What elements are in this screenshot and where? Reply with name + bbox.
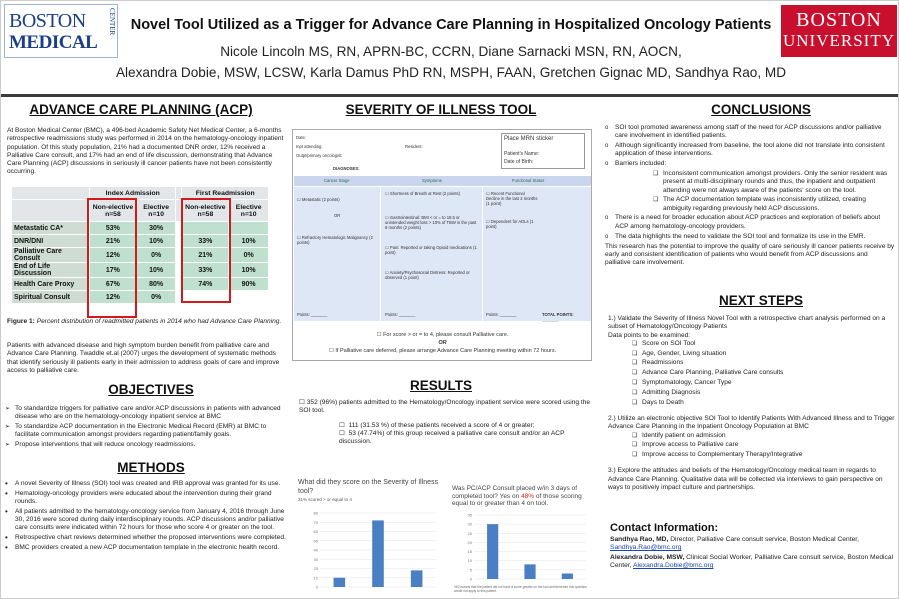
- table-cell: 67%: [90, 278, 137, 291]
- list-item: • Retrospective chart reviews determined whether the proposed interventions were completed.: [5, 534, 295, 542]
- table-cell: 21%: [182, 248, 229, 263]
- next-step: 1.) Validate the Severity of Illness Novel Tool with a retrospective chart analysis performed on a subset of Hematology/Oncology Patients: [608, 315, 886, 331]
- soi-table-header: [294, 176, 591, 186]
- table-cell: 12%: [90, 291, 137, 304]
- points-label: Points: _______: [297, 312, 328, 317]
- list-item: ➢ To standardize triggers for palliative care and/or ACP discussions in patients with advanced disease who are on the hematology-oncology inpatient service at BMC: [5, 405, 287, 422]
- mrn-label: Place MRN sticker: [504, 136, 554, 142]
- chart1-svg: [298, 507, 446, 595]
- logo-text: BOSTON: [796, 9, 882, 31]
- methods-heading: METHODS: [117, 460, 185, 475]
- col-header: Non-elective n=58: [182, 200, 229, 222]
- highlight-box: [87, 198, 137, 318]
- list-item: • BMC providers created a new ACP documentation template in the electronic health record.: [5, 544, 295, 552]
- y-tick-label: 35: [467, 512, 472, 518]
- conclusions-list: [605, 214, 895, 240]
- table-cell: 21%: [90, 235, 137, 248]
- row-label: Palliative Care Consult: [12, 248, 90, 263]
- soi-form: [292, 129, 592, 361]
- y-tick-label: 10: [467, 558, 472, 564]
- logo-text: MEDICAL: [9, 32, 98, 53]
- figure-caption-text: Percent distribution of readmitted patients in 2014 who had Advance Care Planning.: [36, 318, 282, 325]
- bar: [411, 570, 423, 587]
- cancer-item[interactable]: ☐ Refractory Hematologic Malignancy (2 points): [297, 235, 373, 245]
- table-group-header: Index Admission: [90, 187, 176, 200]
- table-cell: 53%: [90, 222, 137, 235]
- next-step-sub: Data points to be examined:: [608, 331, 691, 339]
- next-step: 3.) Explore the attitudes and beliefs of the Hematology/Oncology medical team in regards to Advance Care Planning. Qualitative data will be collected via interviews to gain perspective on ways to positively impact culture and partnerships.: [608, 467, 883, 492]
- attending-label: Inpt attending:: [296, 144, 323, 149]
- list-item: ❑ Age, Gender, Living situation: [632, 350, 896, 358]
- symptom-item[interactable]: ☐ Shortness of Breath at Rest (2 points): [385, 191, 460, 196]
- list-item: ❑ Admitting Diagnosis: [632, 389, 896, 397]
- objectives-heading: OBJECTIVES: [108, 382, 194, 397]
- col-header: Elective n=10: [136, 200, 176, 222]
- acp-intro: At Boston Medical Center (BMC), a 496-bed Academic Safety Net Medical Center, a 6-months retrospective readmissions study was performed in 2014 on the hematology-oncology inpatient population. Of this study population, 21% had a documented DNR order, 12% received a Palliative Care consult, and 17% had an end of life discussion, demonstrating that Advance Care Planning (ACP) discussions in seriously ill cancer patients have not been consistently occurring.: [7, 127, 284, 176]
- list-item: ❑ Improve access to Complementary Therapy/Integrative: [632, 451, 896, 459]
- y-tick-label: 0: [469, 576, 472, 582]
- diagnoses-label: DIAGNOSES:: [333, 166, 360, 171]
- cancer-item[interactable]: ☐ Metastatic (2 points): [297, 197, 340, 202]
- table-cell: 10%: [136, 235, 176, 248]
- results-heading: RESULTS: [409, 378, 472, 393]
- row-label: Health Care Proxy: [12, 278, 90, 291]
- acp-para2: Patients with advanced disease and high symptom burden benefit from palliative care and Advance Care Planning. Twaddle et.al (2007) urges the development of systematic methods that identify seriously ill patients early in their admission to address goals of care and improve access to palliative care.: [7, 342, 280, 374]
- y-tick-label: 10: [313, 575, 318, 581]
- table-cell: 0%: [229, 248, 269, 263]
- y-tick-label: 50: [313, 538, 318, 544]
- instruction-or: OR: [438, 340, 447, 346]
- soi-table-body: [294, 187, 591, 321]
- table-cell: 33%: [182, 235, 229, 248]
- list-item: o Barriers included:: [605, 160, 895, 168]
- next-step-list: [608, 432, 896, 460]
- y-tick-label: 15: [467, 549, 472, 555]
- authors-line: Nicole Lincoln MS, RN, APRN-BC, CCRN, Diane Sarnacki MSN, RN, AOCN,: [220, 44, 682, 59]
- bar: [334, 578, 346, 587]
- bar: [524, 564, 535, 579]
- table-cell: 10%: [136, 263, 176, 278]
- highlight-box: [181, 198, 231, 303]
- y-tick-label: 30: [467, 521, 472, 527]
- soi-instructions: [294, 322, 591, 360]
- y-tick-label: 25: [467, 530, 472, 536]
- email-link[interactable]: Alexandra.Dobie@bmc.org: [633, 562, 714, 570]
- conclusions-closing: This research has the potential to improve the quality of care seriously ill cancer patients receive by early and consistent identification of patients who would benefit from ACP discussions and palliative care involvement.: [605, 242, 895, 267]
- chart-soi-scores: [298, 479, 446, 597]
- boston-medical-center-logo: [4, 4, 118, 58]
- row-label: DNR/DNI: [12, 235, 90, 248]
- y-tick-label: 70: [313, 519, 318, 525]
- list-item: o The data highlights the need to validate the SOI tool and formalize its use in the EMR.: [605, 233, 895, 241]
- list-item: • Hematology-oncology providers were educated about the intervention during their grand rounds.: [5, 490, 295, 507]
- table-cell: 10%: [229, 235, 269, 248]
- col-header: Elective n=10: [229, 200, 269, 222]
- list-item: ❑ Symptomatology, Cancer Type: [632, 379, 896, 387]
- results-sub: ☐ 111 (31.53 %) of these patients received a score of 4 or greater;: [339, 421, 535, 429]
- figure-caption: [7, 318, 283, 326]
- chart1-title: What did they score on the Severity of Illness tool?: [298, 479, 439, 495]
- next-steps-heading: NEXT STEPS: [718, 293, 804, 308]
- list-item: ❑ The ACP documentation template was inconsistently utilized, creating ambiguity regarding previously held ACP discussions.: [653, 196, 895, 213]
- resident-label: Resident:: [405, 144, 423, 149]
- methods-list: [5, 480, 295, 554]
- list-item: ❑ Identify patient on admission: [632, 432, 896, 440]
- list-item: o There is a need for broader education about ACP practices and exploration of beliefs about ACP among hematology-oncology providers.: [605, 214, 895, 231]
- results-text: [299, 399, 595, 446]
- list-item: ❑ Improve access to Palliative care: [632, 441, 896, 449]
- table-cell: 10%: [229, 263, 269, 278]
- list-item: ❑ Inconsistent communication amongst providers. Only the senior resident was present at multi-disciplinary rounds and thus, the inpatient and outpatient attending were not always aware of the patients' score on the tool.: [653, 170, 895, 195]
- table-cell: 30%: [136, 222, 176, 235]
- figure-label: Figure 1:: [7, 318, 35, 325]
- y-tick-label: 60: [313, 529, 318, 534]
- dob-label: Date of Birth:: [504, 159, 534, 165]
- instruction-line: ☐ If Palliative care deferred, please arrange Advance Care Planning meeting within 72 hours.: [328, 348, 557, 354]
- list-item: ❑ Score on SOI Tool: [632, 340, 896, 348]
- objectives-list: [5, 405, 287, 451]
- logo-text: CENTER: [108, 8, 116, 36]
- authors: [111, 41, 791, 83]
- table-cell: 0%: [136, 248, 176, 263]
- table-cell: [229, 291, 269, 304]
- next-steps-body: [608, 315, 896, 492]
- email-link[interactable]: Sandhya.Rao@bmc.org: [610, 544, 682, 552]
- chart2-title: Was PC/ACP Consult placed w/in 3 days of completed tool? Yes on 48% of those scoring equal to or greater than 4 on tool.: [452, 485, 582, 508]
- bar: [562, 574, 573, 579]
- list-item: o SOI tool promoted awareness among staff of the need for ACP discussions and/or palliative care involvement in identified patients.: [605, 124, 895, 141]
- chart-consult-placed: [452, 485, 597, 597]
- chart1-subtitle: 31% scored > or equal to 4: [298, 497, 352, 502]
- header-divider: [1, 94, 899, 97]
- table-cell: 33%: [182, 263, 229, 278]
- contact-heading: Contact Information:: [610, 522, 719, 534]
- y-tick-label: 20: [313, 566, 318, 571]
- patient-name-label: Patient's Name:: [504, 151, 540, 157]
- list-item: ➢ To standardize ACP documentation in the Electronic Medical Record (EMR) at BMC to facilitate communication amongst providers regarding patient/family goals.: [5, 423, 287, 440]
- table-cell: 17%: [90, 263, 137, 278]
- table-cell: 90%: [229, 278, 269, 291]
- row-label: End of Life Discussion: [12, 263, 90, 278]
- poster-title: Novel Tool Utilized as a Trigger for Advance Care Planning in Hospitalized Oncology Patients: [130, 17, 772, 33]
- acp-heading: ADVANCE CARE PLANNING (ACP): [29, 102, 253, 117]
- conclusions-list: [605, 124, 895, 168]
- symptom-item[interactable]: ☐ Pain: Reported or taking Opioid medications (1 point): [385, 245, 477, 255]
- results-item: ☐ 352 (96%) patients admitted to the Hematology/Oncology inpatient service were scored using the SOI tool.: [299, 399, 591, 415]
- table-group-header: First Readmission: [182, 187, 269, 200]
- contact-info: [610, 536, 898, 571]
- chart2-svg: [452, 511, 597, 583]
- y-tick-label: 40: [313, 547, 318, 553]
- table-cell: 74%: [182, 278, 229, 291]
- header: [1, 1, 899, 95]
- list-item: • A novel Severity of Illness (SOI) tool was created and IRB approval was granted for its use.: [5, 480, 295, 488]
- list-item: o Although significantly increased from baseline, the tool alone did not translate into consistent application of these interventions.: [605, 142, 895, 159]
- conclusions-heading: CONCLUSIONS: [711, 102, 811, 117]
- logo-text: UNIVERSITY: [783, 31, 895, 50]
- functional-item[interactable]: ☐ Dependent for ADLs (1 point): [486, 219, 534, 229]
- logo-text: BOSTON: [9, 10, 86, 32]
- date-label: Date:: [296, 135, 307, 140]
- contact-person: Sandhya Rao, MD, Director, Palliative Care consult service, Boston Medical Center,: [610, 536, 860, 543]
- y-tick-label: 0: [315, 584, 318, 590]
- results-sub: ☐ 53 (47.74%) of this group received a palliative care consult and/or an ACP discussion.: [339, 429, 565, 446]
- col-symptoms: Symptoms: [422, 178, 442, 183]
- next-step-list: [608, 340, 896, 407]
- row-label: Metastatic CA*: [12, 222, 90, 235]
- points-label: Points: _______: [385, 312, 416, 317]
- list-item: • All patients admitted to the hematology-oncology service from January 4, 2016 through June 30, 2016 were scored during daily interdisciplinary rounds. ACP discussions and/or palliative care consults were indicated within 72 hours for those who score 4 or greater on the tool.: [5, 508, 295, 533]
- col-cancer-stage: Cancer Stage: [324, 178, 350, 183]
- conclusions-body: [605, 124, 895, 268]
- boston-university-logo: [781, 5, 897, 57]
- y-tick-label: 30: [313, 556, 318, 562]
- y-tick-label: 80: [313, 510, 318, 516]
- col-functional: Functional Status: [512, 178, 545, 183]
- next-step: 2.) Utilize an electronic objective SOI Tool to Identify Patients With Advanced Illness and to Trigger Advance Care Planning in the Inpatient Oncology Population at BMC: [608, 414, 895, 431]
- list-item: ❑ Advance Care Planning, Palliative Care consults: [632, 369, 896, 377]
- row-label: Spiritual Consult: [12, 291, 90, 304]
- symptom-item[interactable]: ☐ Anxiety/Psychosocial Distress: Reported or observed (1 point): [385, 270, 470, 280]
- y-tick-label: 20: [467, 539, 472, 545]
- soi-heading: SEVERITY OF ILLNESS TOOL: [345, 102, 537, 117]
- bar: [487, 524, 498, 579]
- or-label: OR: [334, 213, 341, 218]
- functional-item[interactable]: ☐ Recent Functional Decline in the last 2 months (1 point): [486, 191, 538, 206]
- symptom-item[interactable]: ☐ Gastrointestinal: BMI < or = to 18.5 or unintended weight loss > 10% of TBW in the past 6 months (2 points): [385, 215, 477, 230]
- table-cell: 80%: [136, 278, 176, 291]
- table-cell: 0%: [136, 291, 176, 304]
- contact-person: Alexandra Dobie, MSW, Clinical Social Worker, Palliative Care consult service, Boston Medical Center, Alexandra.Dobie@bmc.org: [610, 553, 894, 570]
- table-cell: 12%: [90, 248, 137, 263]
- total-points: TOTAL POINTS: _______: [542, 312, 574, 322]
- oncologist-label: Outpt/primary oncologist:: [296, 153, 343, 158]
- col-header: Non-elective n=58: [90, 200, 137, 222]
- list-item: ❑ Readmissions: [632, 359, 896, 367]
- conclusions-sublist: [605, 170, 895, 213]
- instruction-line: ☐ For score > or = to 4, please consult Palliative care.: [376, 332, 509, 338]
- bar: [372, 520, 384, 587]
- authors-line: Alexandra Dobie, MSW, LCSW, Karla Damus PhD RN, MSPH, FAAN, Gretchen Gignac MD, Sandhya Rao, MD: [115, 65, 787, 80]
- y-tick-label: 5: [469, 567, 472, 573]
- points-label: Points: _______: [486, 312, 517, 317]
- chart2-footnote: *8/2 means that the patient did not have a score greater on the tool and therefore this question would not apply to this patient.: [454, 585, 588, 593]
- list-item: ❑ Days to Death: [632, 399, 896, 407]
- list-item: ➢ Propose interventions that will reduce oncology readmissions.: [5, 441, 287, 449]
- table-cell: [229, 222, 269, 235]
- mrn-sticker-box: [501, 133, 585, 169]
